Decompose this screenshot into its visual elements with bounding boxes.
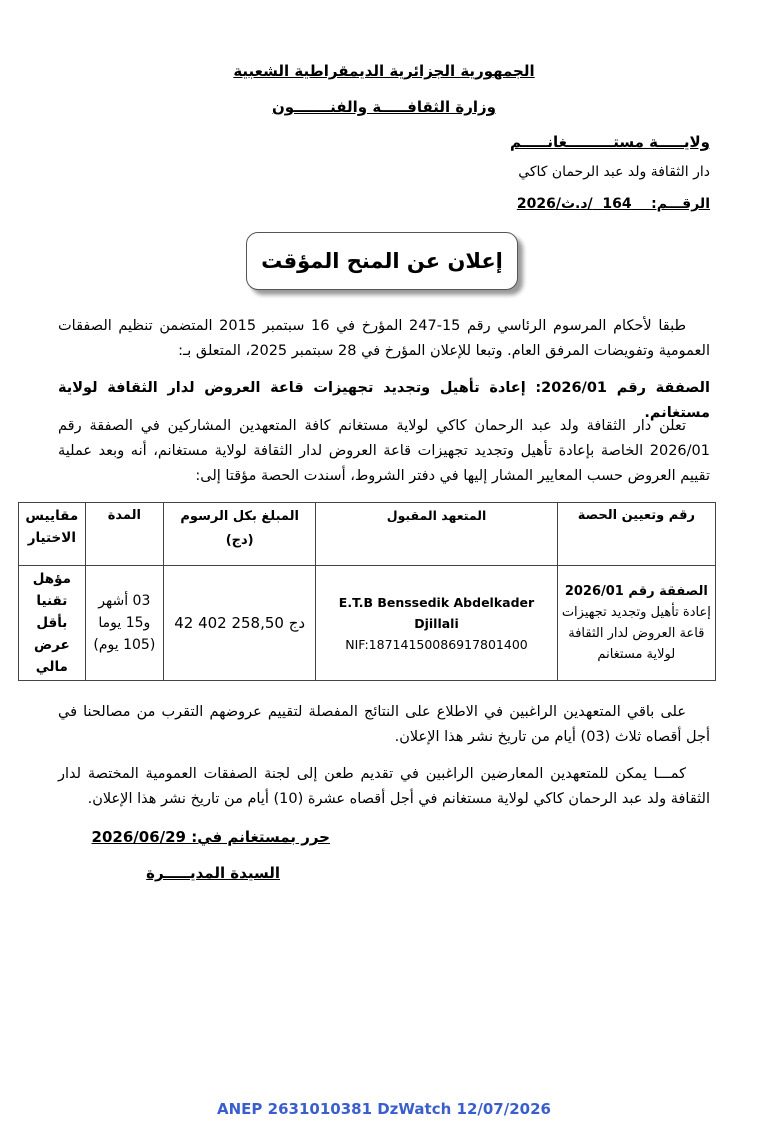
place-and-date: حرر بمستغانم في: 2026/06/29 bbox=[91, 828, 330, 846]
legal-basis-paragraph: طبقا لأحكام المرسوم الرئاسي رقم 15-247 المؤرخ في 16 سبتمبر 2015 المتضمن تنظيم الصفقات العمومية وتفويضات المرفق العام. وتبعا للإعلان المؤرخ في 28 سبتمبر 2025، المتعلق بـ: bbox=[58, 318, 710, 359]
reference-number bbox=[517, 196, 710, 212]
announcement-title: إعلان عن المنح المؤقت bbox=[261, 249, 503, 273]
award-paragraph: تعلن دار الثقافة ولد عبد الرحمان كاكي لولاية مستغانم كافة المتعهدين المشاركين في الصفقة رقم 2026/01 الخاصة بإعادة تأهيل وتجديد تجهيزات قاعة العروض لدار الثقافة لولاية مستغانم، أنه وبعد عملية تقييم العروض حسب المعايير المشار إليها في دفتر الشروط، أسندت الحصة مؤقتا إلى: bbox=[58, 418, 710, 484]
cell-lot bbox=[557, 566, 715, 681]
appeal-paragraph: كمـــا يمكن للمتعهدين المعارضين الراغبين في تقديم طعن إلى لجنة الصفقات العمومية المختصة لدار الثقافة ولد عبد الرحمان كاكي لولاية مستغانم في أجل أقصاه عشرة (10) أيام من تاريخ نشر هذا الإعلان. bbox=[58, 766, 710, 807]
header-company: المتعهد المقبول bbox=[316, 503, 557, 566]
lot-description: إعادة تأهيل وتجديد تجهيزات قاعة العروض لدار الثقافة لولاية مستغانم bbox=[561, 605, 711, 662]
company-name: E.T.B Benssedik Abdelkader Djillali bbox=[338, 594, 535, 631]
header-criteria: مقاييس الاختيار bbox=[19, 503, 86, 566]
table-row bbox=[19, 566, 716, 681]
award-table bbox=[18, 502, 716, 681]
institution-header: دار الثقافة ولد عبد الرحمان كاكي bbox=[518, 164, 710, 180]
publication-footer: ANEP 2631010381 DzWatch 12/07/2026 bbox=[217, 1100, 551, 1118]
ministry-header: وزارة الثقافـــــة والفنـــــــون bbox=[271, 98, 497, 116]
header-duration: المدة bbox=[85, 503, 163, 566]
cell-company bbox=[316, 566, 557, 681]
header-amount: المبلغ بكل الرسوم (دج) bbox=[164, 503, 316, 566]
director-signature: السيدة المديـــــرة bbox=[146, 864, 280, 882]
table-header-row bbox=[19, 503, 716, 566]
cell-amount: 42 402 258,50 دج bbox=[164, 566, 316, 681]
reference-suffix: /د.ث/2026 bbox=[516, 196, 593, 212]
cell-duration: 03 أشهر و15 يوما (105 يوم) bbox=[85, 566, 163, 681]
wilaya-header: ولايـــــة مستـــــــــغانـــــم bbox=[509, 133, 710, 151]
reference-value: 164 bbox=[602, 196, 632, 212]
republic-header: الجمهورية الجزائرية الديمقراطية الشعبية bbox=[233, 62, 535, 80]
results-consultation-paragraph: على باقي المتعهدين الراغبين في الاطلاع على النتائج المفصلة لتقييم عروضهم التقرب من مصالحنا في أجل أقصاه ثلاث (03) أيام من تاريخ نشر هذا الإعلان. bbox=[58, 704, 710, 745]
reference-label: الرقـــم: bbox=[651, 196, 710, 212]
lot-title: الصفقة رقم 2026/01 bbox=[564, 584, 708, 599]
cell-criteria: مؤهل تقنيا بأقل عرض مالي bbox=[19, 566, 86, 681]
announcement-title-box bbox=[246, 232, 518, 290]
company-nif: NIF:18714150086917801400 bbox=[345, 636, 528, 652]
header-lot: رقم وتعيين الحصة bbox=[557, 503, 715, 566]
contract-subject: الصفقة رقم 2026/01: إعادة تأهيل وتجديد تجهيزات قاعة العروض لدار الثقافة لولاية مستغانم. bbox=[58, 380, 710, 421]
